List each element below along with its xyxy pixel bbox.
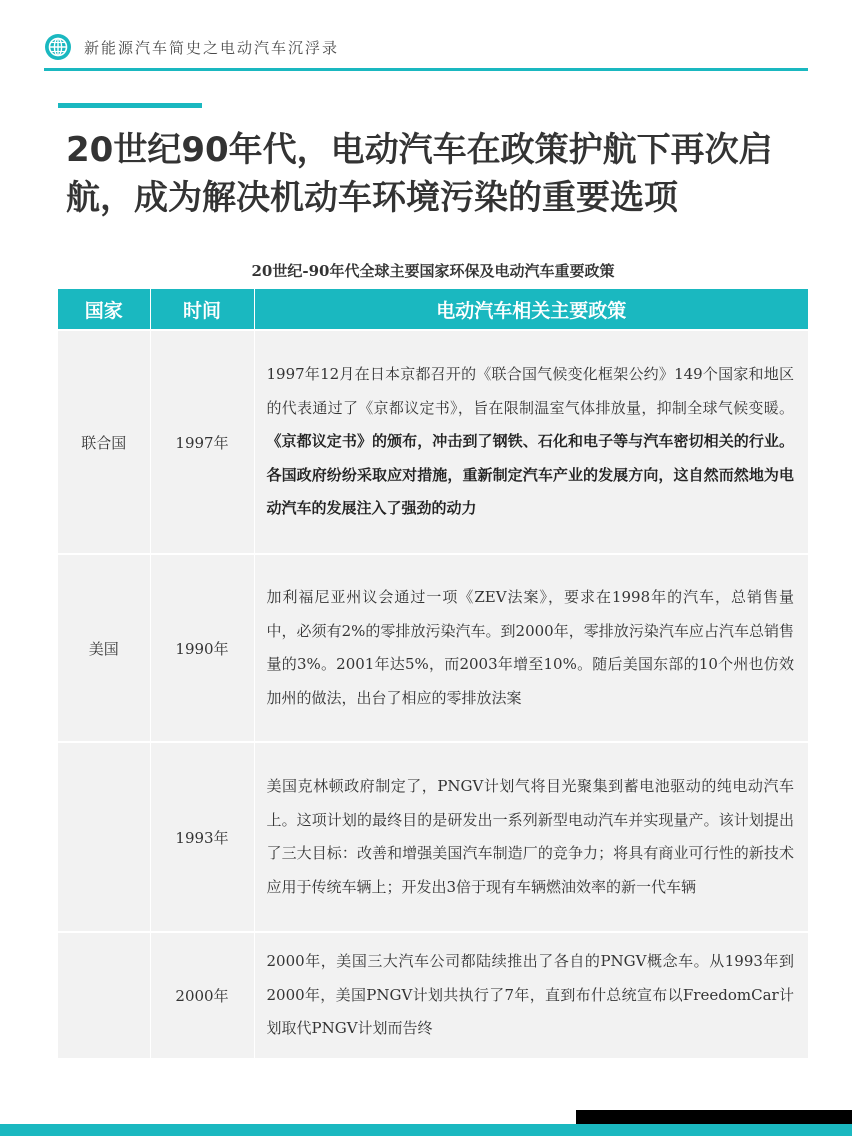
country-cell (58, 742, 150, 932)
table-header-row (58, 289, 808, 330)
year-cell: 1997年 (150, 330, 254, 554)
footer-teal-bar (0, 1124, 852, 1136)
country-cell: 美国 (58, 554, 150, 742)
table-row (58, 330, 808, 554)
policy-cell (254, 554, 808, 742)
page-header (44, 30, 339, 64)
year-cell: 1993年 (150, 742, 254, 932)
year-cell: 1990年 (150, 554, 254, 742)
table-row (58, 554, 808, 742)
table-row (58, 742, 808, 932)
policy-text: 加利福尼亚州议会通过一项《ZEV法案》，要求在1998年的汽车，总销售量中，必须有2%的零排放污染汽车。到2000年，零排放污染汽车应占汽车总销售量的3%。2001年达5%，而2003年增至10%。随后美国东部的10个州也仿效加州的做法，出台了相应的零排放法案 (266, 588, 794, 707)
column-header-policy: 电动汽车相关主要政策 (254, 289, 808, 330)
country-cell (58, 932, 150, 1058)
title-accent-bar (58, 103, 202, 108)
policy-cell (254, 742, 808, 932)
policy-text: 2000年，美国三大汽车公司都陆续推出了各自的PNGV概念车。从1993年到2000年，美国PNGV计划共执行了7年，直到布什总统宣布以FreedomCar计划取代PNGV计划而告终 (266, 952, 794, 1037)
policy-text: 美国克林顿政府制定了，PNGV计划气将目光聚集到蓄电池驱动的纯电动汽车上。这项计划的最终目的是研发出一系列新型电动汽车并实现量产。该计划提出了三大目标：改善和增强美国汽车制造厂的竞争力；将具有商业可行性的新技术应用于传统车辆上；开发出3倍于现有车辆燃油效率的新一代车辆 (266, 777, 794, 896)
header-rule (44, 68, 808, 71)
policy-cell (254, 330, 808, 554)
table-row (58, 932, 808, 1058)
policy-text: 1997年12月在日本京都召开的《联合国气候变化框架公约》149个国家和地区的代表通过了《京都议定书》，旨在限制温室气体排放量，抑制全球气候变暖。 (266, 365, 794, 417)
column-header-country: 国家 (58, 289, 150, 330)
policy-table (58, 289, 808, 1058)
policy-text-bold: 《京都议定书》的颁布，冲击到了钢铁、石化和电子等与汽车密切相关的行业。各国政府纷纷采取应对措施，重新制定汽车产业的发展方向，这自然而然地为电动汽车的发展注入了强劲的动力 (266, 432, 794, 518)
table-caption: 20世纪-90年代全球主要国家环保及电动汽车重要政策 (251, 262, 615, 280)
footer-black-bar (576, 1110, 852, 1124)
globe-icon (44, 33, 72, 61)
country-cell: 联合国 (58, 330, 150, 554)
policy-cell (254, 932, 808, 1058)
page-title: 20世纪90年代，电动汽车在政策护航下再次启航，成为解决机动车环境污染的重要选项 (66, 130, 773, 218)
year-cell: 2000年 (150, 932, 254, 1058)
header-title: 新能源汽车简史之电动汽车沉浮录 (84, 38, 340, 57)
column-header-year: 时间 (150, 289, 254, 330)
